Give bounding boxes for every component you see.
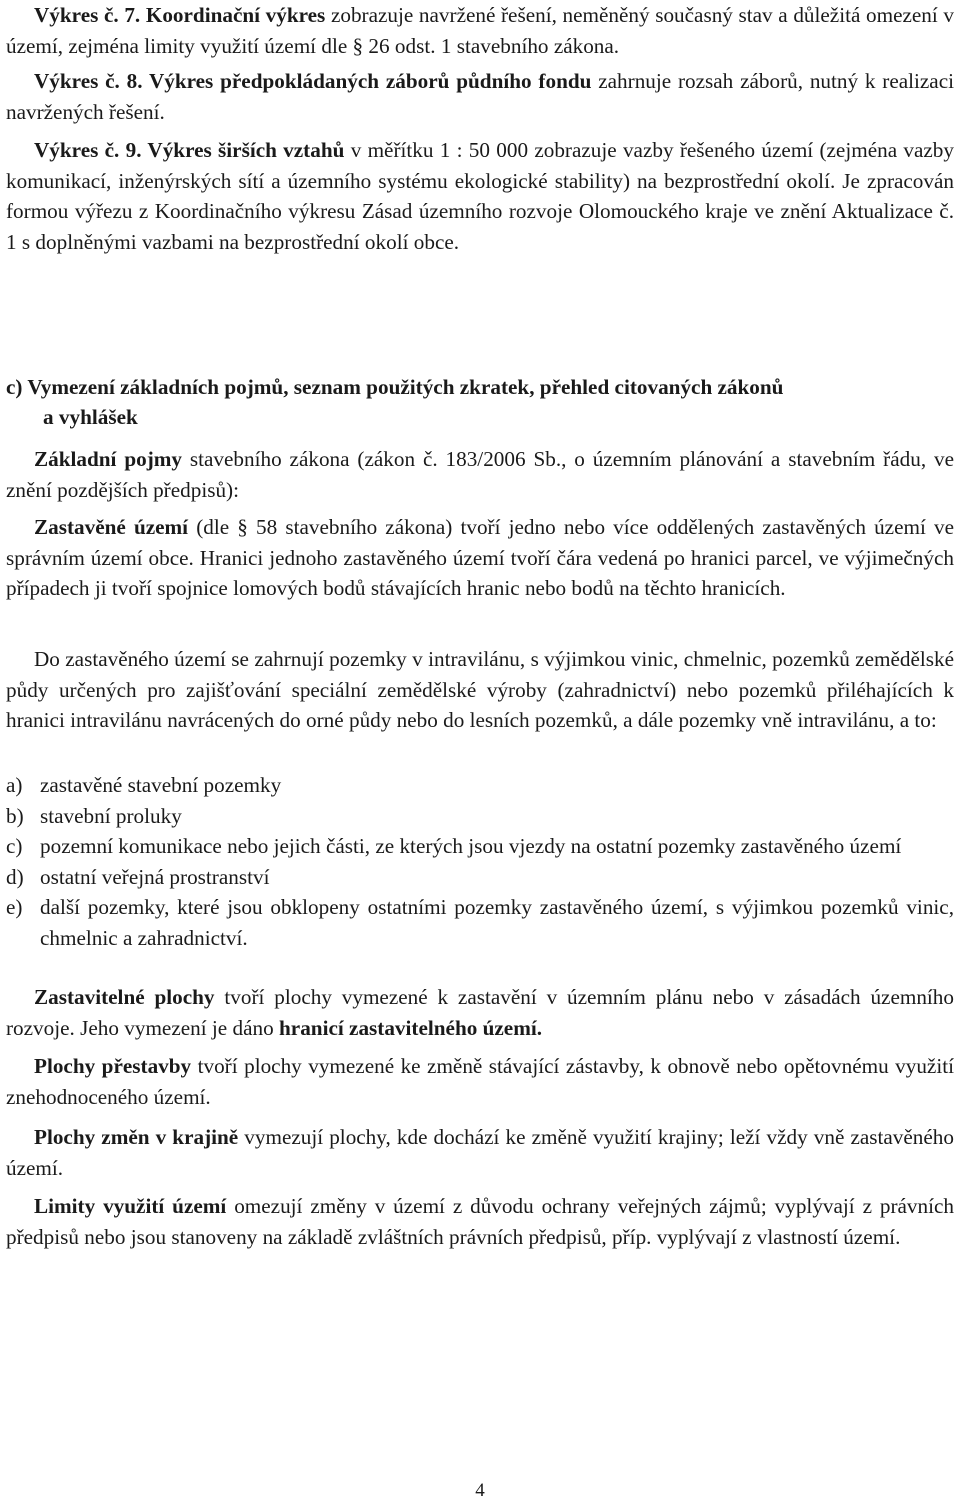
paragraph-text: (dle § 58 stavebního zákona) tvoří jedno nebo více oddělených zastavěných území ve správním území obce. Hranici jednoho zastavěného území tvoří čára vedená po hranici parcel, ve výjimečných případech ji tvoří spojnice lomových bodů stávajících hranic nebo bodů na těchto hranicích. (6, 515, 954, 600)
paragraph-text: zobrazuje navržené řešení, neměněný současný stav a důležitá omezení v území, zejména limity využití území dle § 26 odst. 1 stavebního zákona. (6, 3, 955, 58)
list-item (6, 862, 954, 893)
bold-term: Výkres č. 8. Výkres předpokládaných záborů půdního fondu (34, 69, 592, 93)
list-item-text: pozemní komunikace nebo jejich části, ze kterých jsou vjezdy na ostatní pozemky zastavěného území (40, 834, 902, 858)
bold-term: Výkres č. 9. Výkres širších vztahů (34, 138, 345, 162)
page-number: 4 (475, 1480, 485, 1501)
paragraph-zakladni-pojmy (6, 444, 954, 505)
paragraph-plochy-prestavby (6, 1051, 954, 1112)
heading-line-2: a vyhlášek (43, 405, 138, 429)
paragraph-vykres-7 (6, 0, 954, 61)
paragraph-text: tvoří plochy vymezené ke změně stávající zástavby, k obnově nebo opětovnému využití znehodnoceného území. (6, 1054, 954, 1109)
bold-term: Základní pojmy (34, 447, 182, 471)
list-item-text: ostatní veřejná prostranství (40, 864, 270, 889)
list-item (6, 831, 954, 862)
bold-term: Limity využití území (34, 1194, 227, 1218)
paragraph-plochy-zmen-v-krajine (6, 1122, 954, 1183)
paragraph-text: omezují změny v území z důvodu ochrany veřejných zájmů; vyplývají z právních předpisů nebo jsou stanoveny na základě zvláštních právních předpisů, příp. vyplývají z vlastností území. (6, 1194, 954, 1249)
list-marker: d) (6, 864, 24, 889)
paragraph-vykres-9 (6, 135, 954, 257)
list-marker: e) (6, 895, 23, 919)
list-item (6, 892, 954, 953)
paragraph-text: v měřítku 1 : 50 000 zobrazuje vazby řešeného území (zejména vazby komunikací, inženýrských sítí a územního systému ekologické stability) na bezprostřední okolí. Je zpracován formou výřezu z Koordinačního výkresu Zásad územního rozvoje Olomouckého kraje ve znění Aktualizace č. 1 s doplněnými vazbami na bezprostřední okolí obce. (6, 138, 954, 254)
paragraph-do-zastaveneho-uzemi (6, 644, 954, 736)
pozemky-list (6, 770, 954, 953)
heading-line-1: c) Vymezení základních pojmů, seznam použitých zkratek, přehled citovaných zákonů (6, 375, 784, 399)
paragraph-text: vymezují plochy, kde dochází ke změně využití krajiny; leží vždy vně zastavěného území. (6, 1125, 954, 1180)
section-heading-c (6, 372, 954, 432)
list-item-text: stavební proluky (40, 803, 182, 828)
list-item (6, 770, 954, 801)
bold-term: Zastavitelné plochy (34, 985, 215, 1009)
paragraph-text: stavebního zákona (zákon č. 183/2006 Sb., o územním plánování a stavebním řádu, ve znění pozdějších předpisů): (6, 447, 954, 502)
paragraph-vykres-8 (6, 66, 954, 127)
list-item-text: další pozemky, které jsou obklopeny ostatními pozemky zastavěného území, s výjimkou pozemků vinic, chmelnic a zahradnictví. (40, 895, 954, 950)
list-marker: c) (6, 834, 23, 858)
paragraph-text: Do zastavěného území se zahrnují pozemky v intravilánu, s výjimkou vinic, chmelnic, pozemků zemědělské půdy určených pro zajišťování speciální zemědělské výroby (zahradnictví) nebo pozemků přiléhajících k hranici intravilánu navrácených do orné půdy nebo do lesních pozemků, a dále pozemky vně intravilánu, a to: (6, 647, 954, 732)
bold-term: Zastavěné území (34, 515, 189, 539)
paragraph-zastavitelne-plochy (6, 982, 954, 1043)
paragraph-text: zahrnuje rozsah záborů, nutný k realizaci navržených řešení. (6, 69, 955, 124)
list-item (6, 801, 954, 832)
bold-term: Výkres č. 7. Koordinační výkres (34, 3, 326, 27)
list-marker: a) (6, 773, 23, 797)
bold-term: Plochy změn v krajině (34, 1125, 239, 1149)
list-item-text: zastavěné stavební pozemky (40, 773, 282, 797)
paragraph-zastavene-uzemi (6, 512, 954, 604)
bold-term: Plochy přestavby (34, 1054, 192, 1078)
paragraph-text: tvoří plochy vymezené k zastavění v územním plánu nebo v zásadách územního rozvoje. Jeho vymezení je dáno (6, 985, 954, 1040)
bold-term: hranicí zastavitelného území. (279, 1015, 543, 1040)
paragraph-limity-vyuziti-uzemi (6, 1191, 954, 1252)
list-marker: b) (6, 803, 24, 828)
